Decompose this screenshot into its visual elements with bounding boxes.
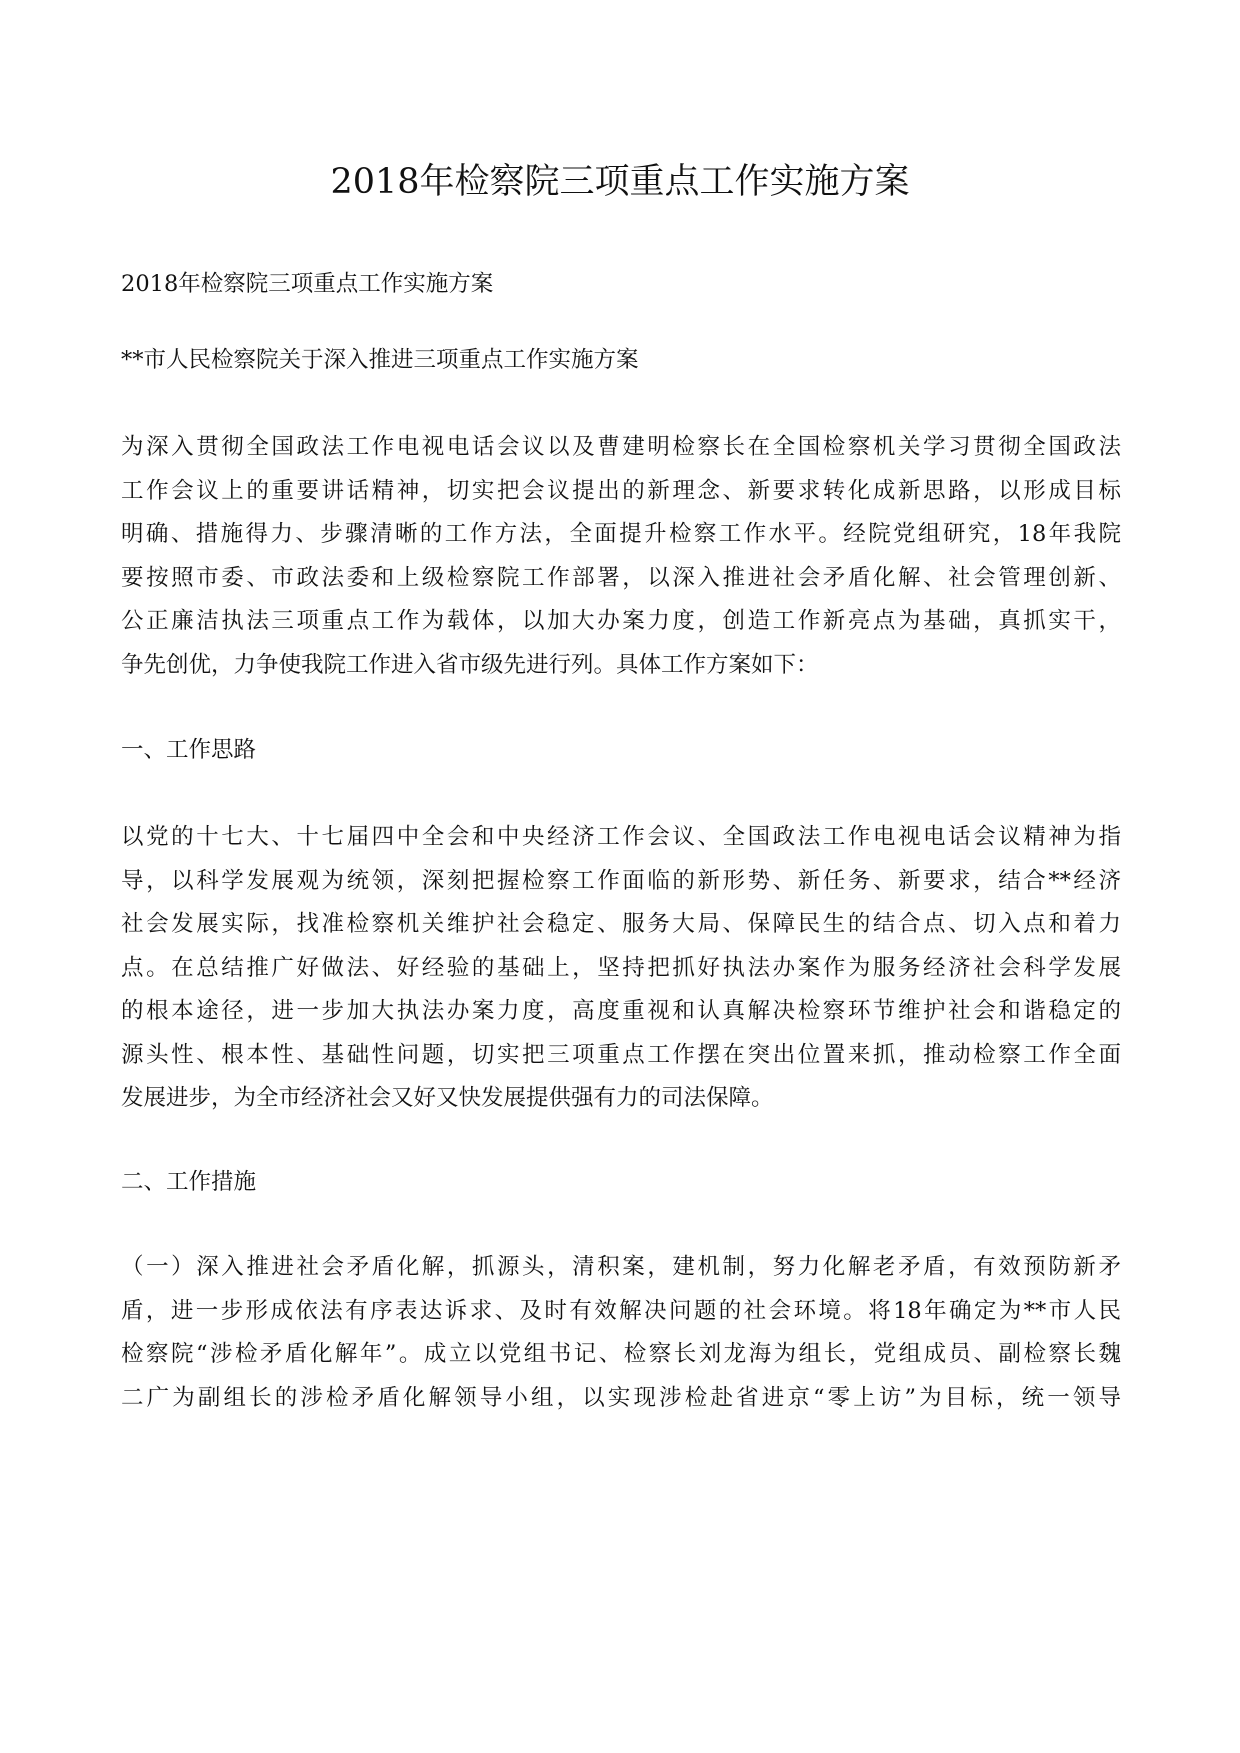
document-subtitle: 2018年检察院三项重点工作实施方案 xyxy=(121,271,494,297)
text-line: 检察院“涉检矛盾化解年”。成立以党组书记、检察长刘龙海为组长，党组成员、副检察长魏 xyxy=(121,1341,1121,1367)
text-line: 工作会议上的重要讲话精神，切实把会议提出的新理念、新要求转化成新思路，以形成目标 xyxy=(121,477,1121,504)
org-heading: **市人民检察院关于深入推进三项重点工作实施方案 xyxy=(121,347,639,373)
text-line: 争先创优，力争使我院工作进入省市级先进行列。具体工作方案如下： xyxy=(121,651,819,678)
section2-paragraph xyxy=(121,1246,1121,1420)
text-line: 发展进步，为全市经济社会又好又快发展提供强有力的司法保障。 xyxy=(121,1085,774,1111)
intro-paragraph xyxy=(121,426,1121,687)
text-line: 以党的十七大、十七届四中全会和中央经济工作会议、全国政法工作电视电话会议精神为指 xyxy=(121,824,1121,850)
text-line: 要按照市委、市政法委和上级检察院工作部署，以深入推进社会矛盾化解、社会管理创新、 xyxy=(121,564,1121,591)
text-line: 的根本途径，进一步加大执法办案力度，高度重视和认真解决检察环节维护社会和谐稳定的 xyxy=(121,998,1121,1024)
text-line: 社会发展实际，找准检察机关维护社会稳定、服务大局、保障民生的结合点、切入点和着力 xyxy=(121,911,1121,937)
text-line: 二广为副组长的涉检矛盾化解领导小组，以实现涉检赴省进京“零上访”为目标，统一领导 xyxy=(121,1384,1121,1411)
section1-heading: 一、工作思路 xyxy=(121,737,257,763)
section1-paragraph xyxy=(121,816,1121,1121)
text-line: 源头性、根本性、基础性问题，切实把三项重点工作摆在突出位置来抓，推动检察工作全面 xyxy=(121,1041,1121,1068)
document-title: 2018年检察院三项重点工作实施方案 xyxy=(330,162,910,202)
text-line: （一）深入推进社会矛盾化解，抓源头，清积案，建机制，努力化解老矛盾，有效预防新矛 xyxy=(121,1254,1121,1280)
text-line: 导，以科学发展观为统领，深刻把握检察工作面临的新形势、新任务、新要求，结合**经济 xyxy=(121,867,1121,894)
text-line: 盾，进一步形成依法有序表达诉求、及时有效解决问题的社会环境。将18年确定为**市人民 xyxy=(121,1297,1121,1324)
text-line: 为深入贯彻全国政法工作电视电话会议以及曹建明检察长在全国检察机关学习贯彻全国政法 xyxy=(121,434,1121,460)
text-line: 公正廉洁执法三项重点工作为载体，以加大办案力度，创造工作新亮点为基础，真抓实干， xyxy=(121,608,1121,634)
section2-heading: 二、工作措施 xyxy=(121,1169,257,1195)
text-line: 点。在总结推广好做法、好经验的基础上，坚持把抓好执法办案作为服务经济社会科学发展 xyxy=(121,954,1121,981)
text-line: 明确、措施得力、步骤清晰的工作方法，全面提升检察工作水平。经院党组研究，18年我院 xyxy=(121,521,1121,547)
